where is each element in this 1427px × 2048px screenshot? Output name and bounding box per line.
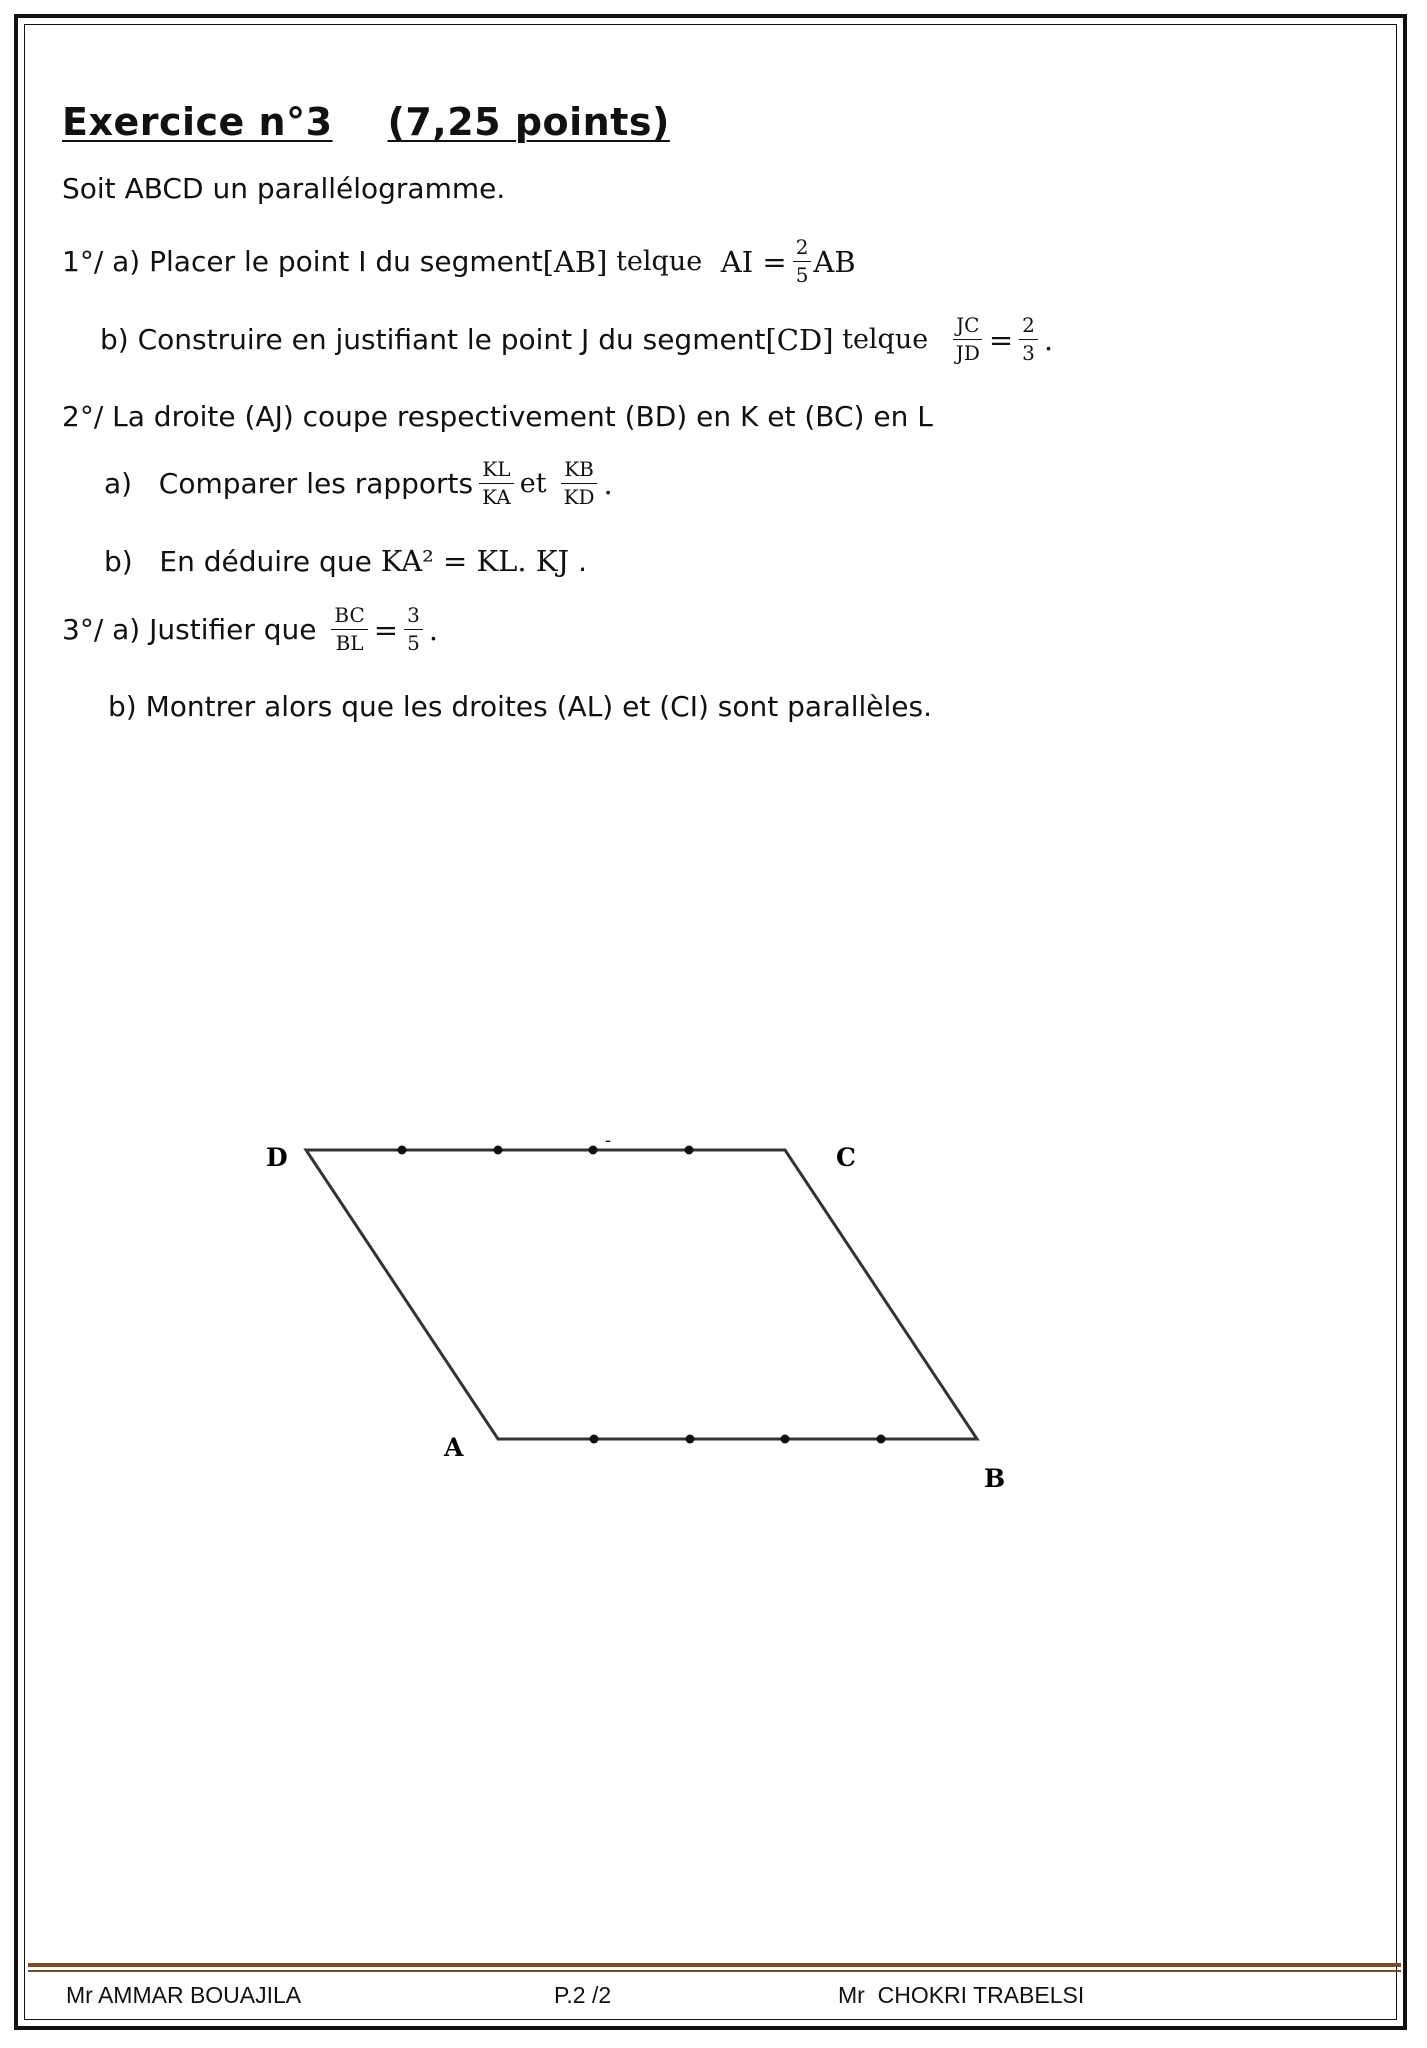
point-ab-2 [686,1435,695,1444]
q2a-end: . [603,466,613,501]
tick-mark: - [605,1130,612,1151]
footer-page-number: P.2 /2 [554,1982,612,2008]
q1b-telque: telque [833,324,937,355]
q3a-num2: 3 [404,604,423,630]
q3a-num1: BC [331,604,367,630]
point-dc-4 [685,1146,694,1155]
q1a-label: 1°/ a) Placer le point I du segment [62,245,543,278]
q2a-den1: KA [482,485,511,509]
q2a-num1: KL [479,458,513,484]
q1b-equals: = [988,322,1014,357]
q1a-den: 5 [795,263,809,287]
q1b-den2: 3 [1022,341,1035,365]
q3a-end: . [428,612,439,647]
q2-label: 2°/ La droite (AJ) coupe respectivement (BD) en K et (BC) en L [62,400,933,433]
q1a-rhs: AB [813,244,856,279]
exercise-name: Exercice n°3 [62,100,333,144]
q3b-label: b) Montrer alors que les droites (AL) et (CI) sont parallèles. [108,690,933,723]
label-a: A [444,1433,464,1462]
q2a-den2: KD [563,485,595,509]
point-ab-3 [781,1435,790,1444]
q1a-num: 2 [793,236,812,262]
q2a-num2: KB [561,458,597,484]
point-dc-2 [494,1146,503,1155]
q2a-label: a) Comparer les rapports [104,467,474,500]
footer-left: Mr AMMAR BOUAJILA [66,1982,302,2008]
parallelogram-abcd [306,1150,977,1439]
q2a-et: et [519,468,547,499]
q3a-den2: 5 [407,631,420,655]
point-dc-1 [398,1146,407,1155]
footer-right: Mr CHOKRI TRABELSI [838,1982,1085,2008]
point-dc-3 [589,1146,598,1155]
label-d: D [266,1143,288,1172]
label-b: B [984,1464,1006,1493]
q1b-num2: 2 [1019,314,1038,340]
footer-rule [28,1963,1401,1967]
q1b-num1: JC [953,314,982,340]
q1b-end: . [1043,322,1054,357]
q1a-segment: [AB] [542,244,608,279]
q2b-expression: KA² = KL. KJ [380,544,570,578]
q3a-den1: BL [335,631,364,655]
exercise-points: (7,25 points) [387,100,670,144]
label-c: C [836,1143,856,1172]
q1b-segment: [CD] [765,322,834,357]
q1b-label: b) Construire en justifiant le point J du segment [100,323,766,356]
q3a-label: 3°/ a) Justifier que [62,613,326,646]
footer-rule-thin [28,1970,1401,1972]
q3a-equals: = [373,612,399,647]
point-ab-1 [590,1435,599,1444]
point-ab-4 [877,1435,886,1444]
q1b-den1: JD [955,341,980,365]
q1a-telque: telque [607,246,711,277]
q1a-lhs: AI = [720,244,787,279]
intro-text: Soit ABCD un parallélogramme. [62,172,506,205]
q2b-label: b) En déduire que [104,544,381,578]
q2b-end: . [569,544,587,578]
